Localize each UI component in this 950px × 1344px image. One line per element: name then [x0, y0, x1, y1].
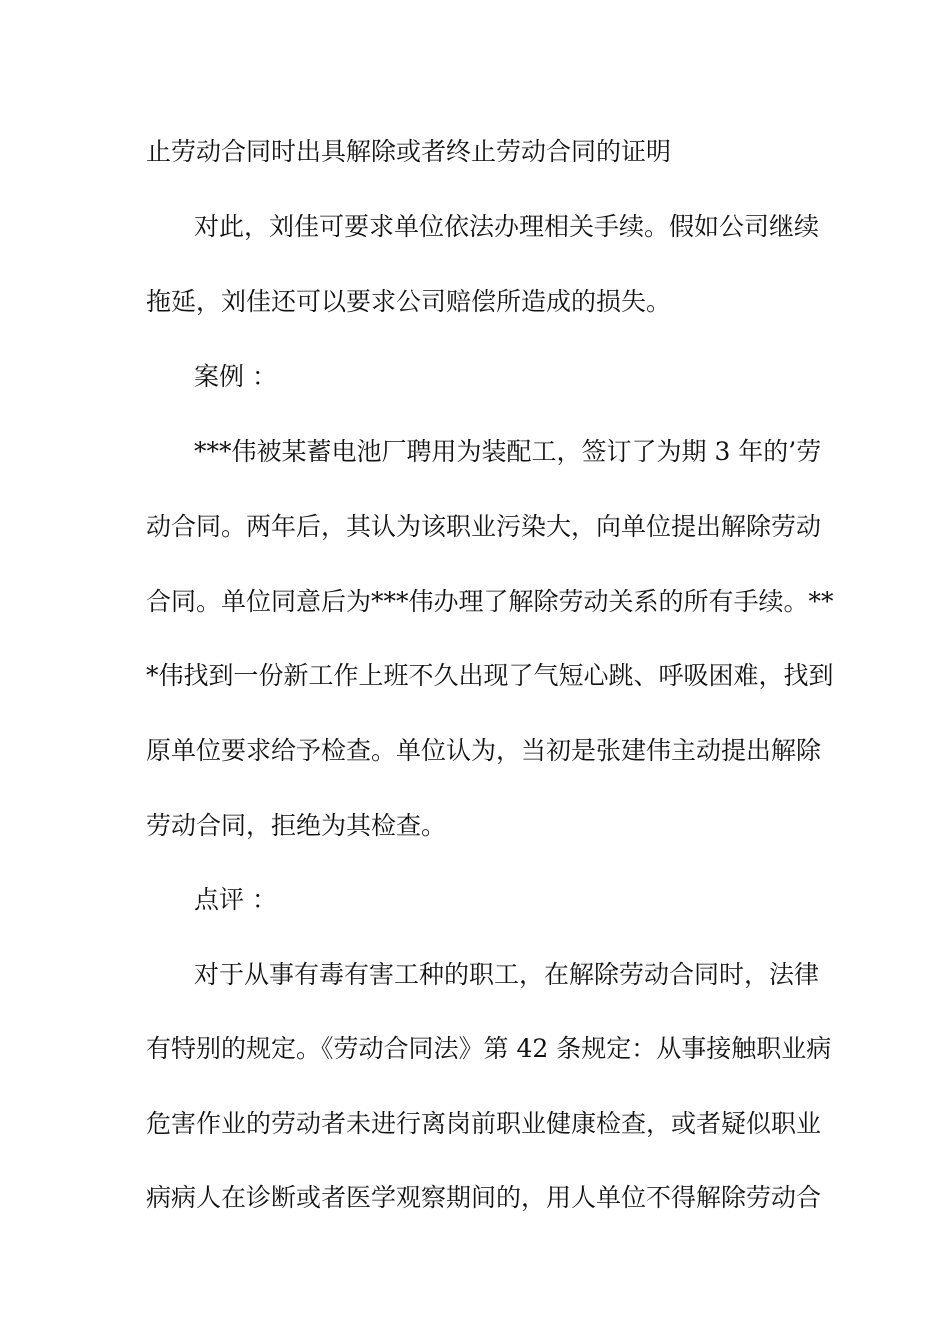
- text-line: 合同。单位同意后为***伟办理了解除劳动关系的所有手续。**: [146, 587, 834, 616]
- paragraph-line: 对于从事有毒有害工种的职工，在解除劳动合同时，法律: [194, 960, 820, 989]
- text-line: 拖延，刘佳还可以要求公司赔偿所造成的损失。: [146, 287, 672, 316]
- text-line: 动合同。两年后，其认为该职业污染大，向单位提出解除劳动: [146, 512, 822, 541]
- text-line: 危害作业的劳动者未进行离岗前职业健康检查，或者疑似职业: [146, 1109, 822, 1138]
- text-line: 病病人在诊断或者医学观察期间的，用人单位不得解除劳动合: [146, 1183, 822, 1212]
- text-line: 劳动合同，拒绝为其检查。: [146, 811, 447, 840]
- text-line: 止劳动合同时出具解除或者终止劳动合同的证明: [146, 137, 672, 166]
- text-line: *伟找到一份新工作上班不久出现了气短心跳、呼吸困难，找到: [146, 661, 834, 690]
- paragraph-line: 对此，刘佳可要求单位依法办理相关手续。假如公司继续: [194, 212, 820, 241]
- text-line: 原单位要求给予检查。单位认为，当初是张建伟主动提出解除: [146, 736, 822, 765]
- paragraph-line: ***伟被某蓄电池厂聘用为装配工，签订了为期 3 年的’劳: [194, 437, 822, 466]
- section-heading-case: 案例 ：: [194, 362, 277, 391]
- section-heading-review: 点评 ：: [194, 885, 277, 914]
- text-line: 有特别的规定。《劳动合同法》第 42 条规定：从事接触职业病: [146, 1034, 832, 1063]
